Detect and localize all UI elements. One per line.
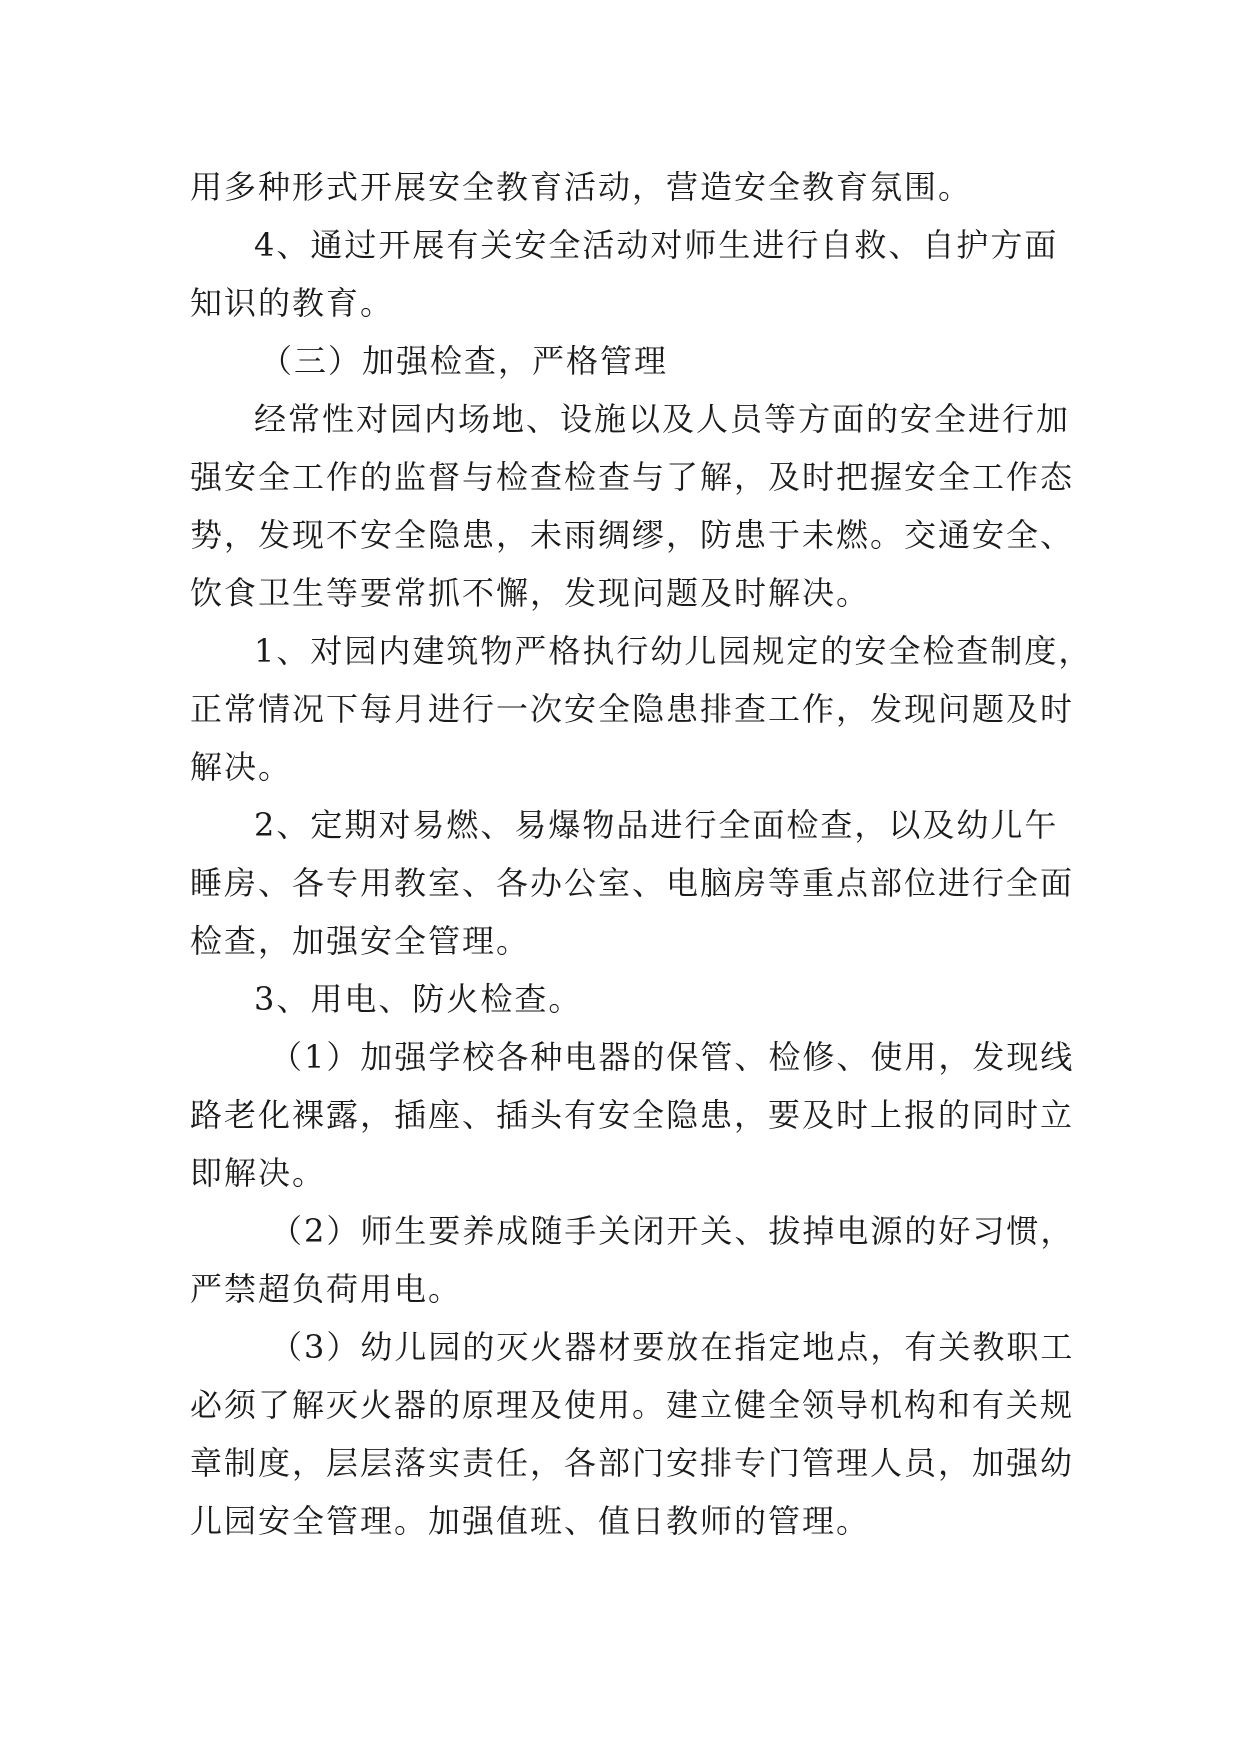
text-line: 章制度，层层落实责任，各部门安排专门管理人员，加强幼 <box>190 1444 1075 1482</box>
text-line: 3、用电、防火检查。 <box>254 980 583 1018</box>
text-line: 强安全工作的监督与检查检查与了解，及时把握安全工作态 <box>190 458 1075 496</box>
text-line: 1、对园内建筑物严格执行幼儿园规定的安全检查制度， <box>254 632 1093 670</box>
text-line: 必须了解灭火器的原理及使用。建立健全领导机构和有关规 <box>190 1386 1075 1424</box>
text-line: 检查，加强安全管理。 <box>190 922 531 960</box>
document-body <box>190 158 1093 1550</box>
text-line: 睡房、各专用教室、各办公室、电脑房等重点部位进行全面 <box>190 864 1075 902</box>
text-line: 儿园安全管理。加强值班、值日教师的管理。 <box>190 1502 871 1540</box>
text-line: 严禁超负荷用电。 <box>190 1270 463 1308</box>
section-heading: （三）加强检查，严格管理 <box>260 342 669 380</box>
text-line: 正常情况下每月进行一次安全隐患排查工作，发现问题及时 <box>190 690 1075 728</box>
text-line: 势，发现不安全隐患，未雨绸缪，防患于未燃。交通安全、 <box>190 516 1075 554</box>
text-line: 经常性对园内场地、设施以及人员等方面的安全进行加 <box>254 400 1071 438</box>
text-line: 即解决。 <box>190 1154 327 1192</box>
text-line: （2）师生要养成随手关闭开关、拔掉电源的好习惯， <box>270 1212 1075 1250</box>
text-line: （3）幼儿园的灭火器材要放在指定地点，有关教职工 <box>270 1328 1075 1366</box>
text-line: 4、通过开展有关安全活动对师生进行自救、自护方面 <box>254 226 1059 264</box>
text-line: （1）加强学校各种电器的保管、检修、使用，发现线 <box>270 1038 1075 1076</box>
text-line: 解决。 <box>190 748 293 786</box>
text-line: 知识的教育。 <box>190 284 395 322</box>
text-line: 用多种形式开展安全教育活动，营造安全教育氛围。 <box>190 168 973 206</box>
text-line: 路老化裸露，插座、插头有安全隐患，要及时上报的同时立 <box>190 1096 1075 1134</box>
text-line: 饮食卫生等要常抓不懈，发现问题及时解决。 <box>190 574 871 612</box>
text-line: 2、定期对易燃、易爆物品进行全面检查，以及幼儿午 <box>254 806 1059 844</box>
